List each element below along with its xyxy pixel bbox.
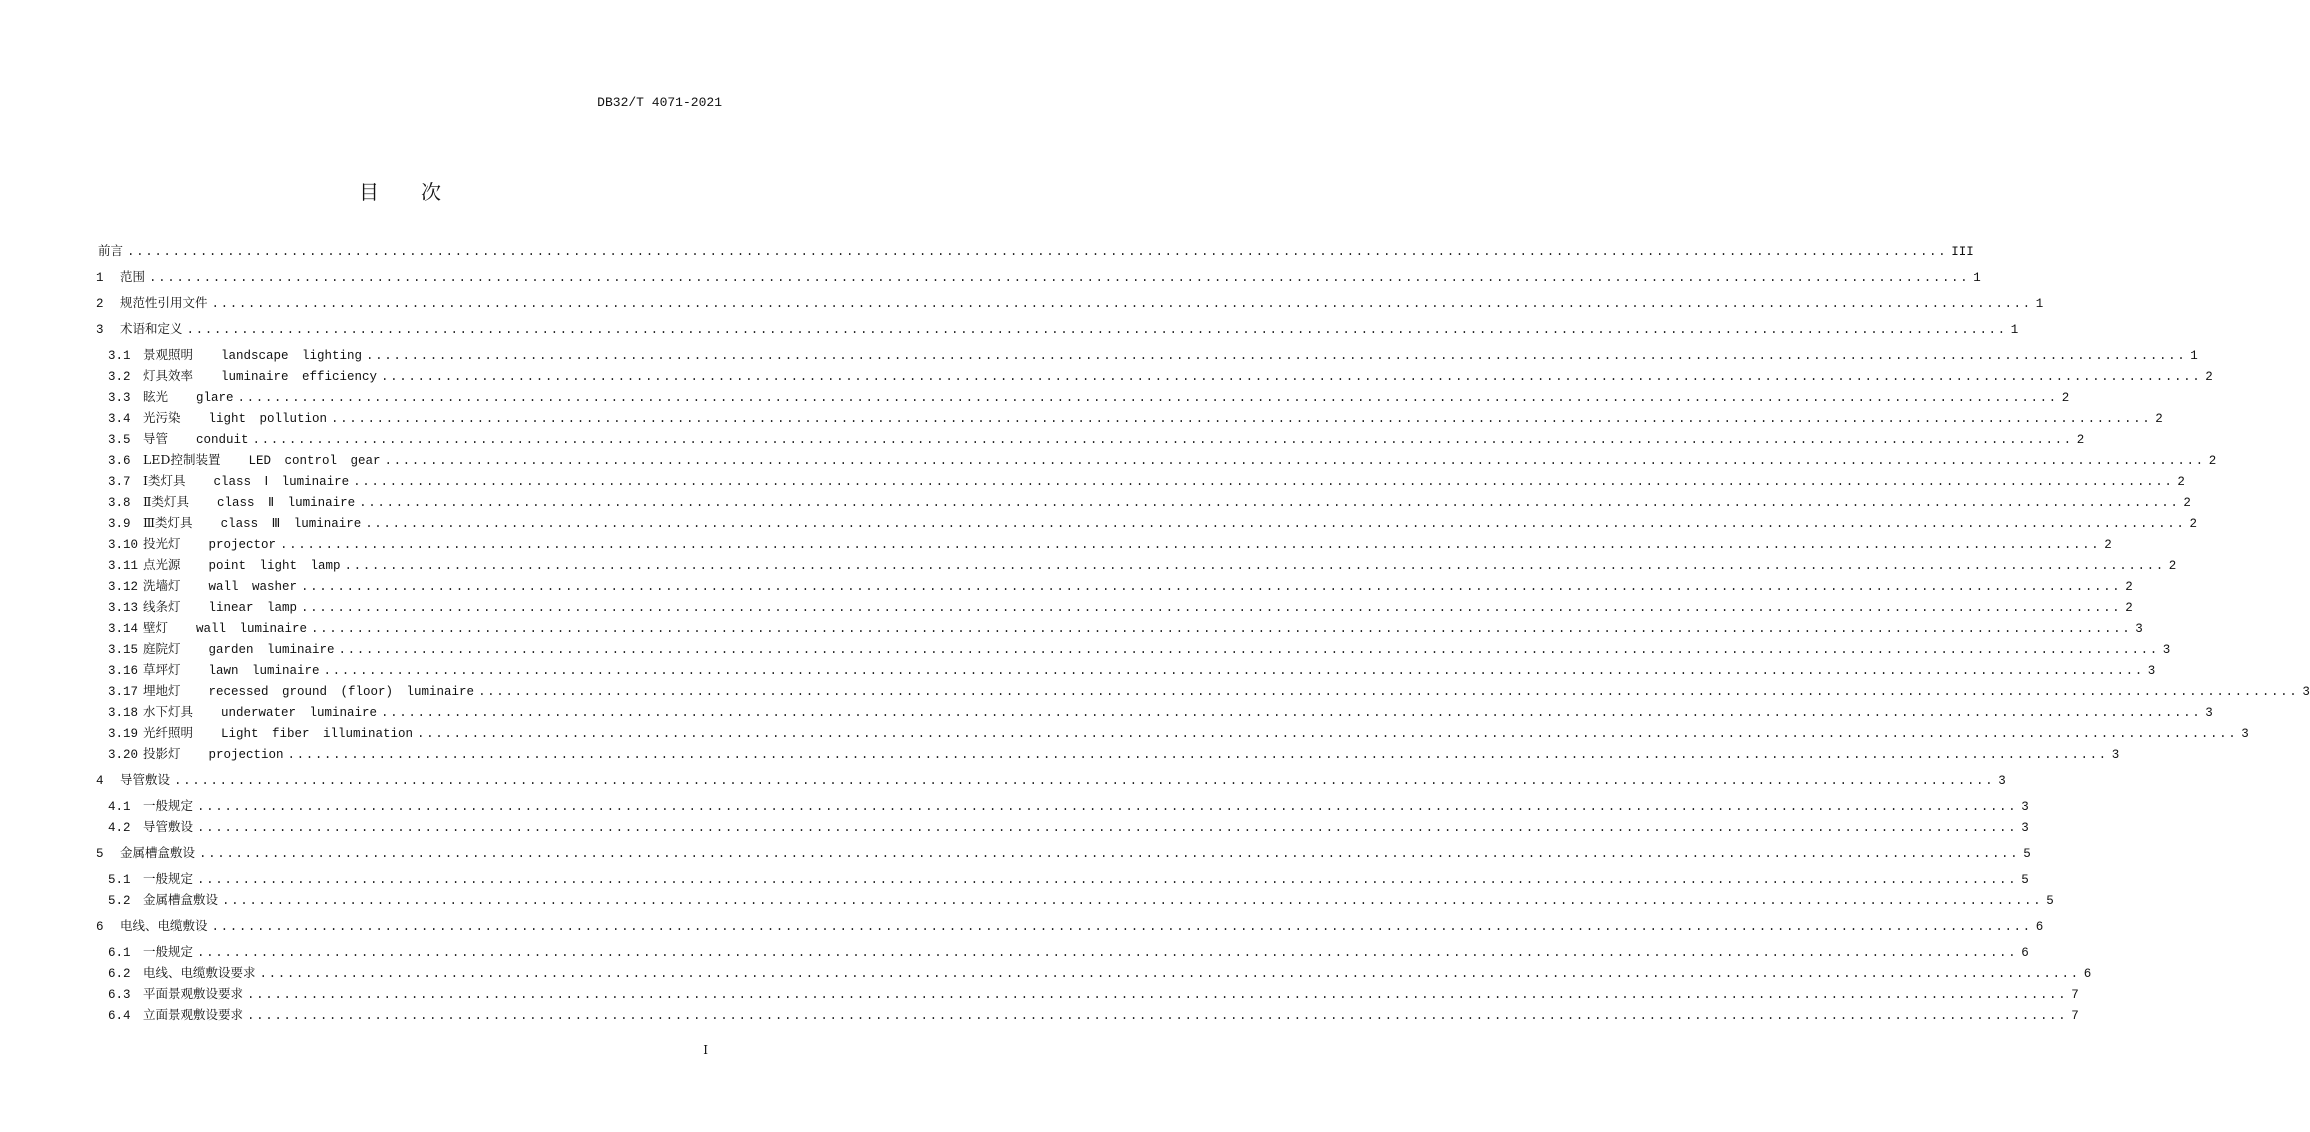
dot-leader: ........................................................................................................................................................................................................ xyxy=(331,412,2152,426)
toc-entry[interactable] xyxy=(108,578,2133,594)
dot-leader: ........................................................................................................................................................................................................ xyxy=(353,475,2174,489)
toc-entry-english-title: class Ⅲ luminaire xyxy=(220,517,362,531)
toc-entry-number: 2 xyxy=(96,297,104,311)
toc-entry-number: 3.8 xyxy=(108,496,131,510)
toc-entry-page: 2 xyxy=(2183,496,2191,510)
toc-entry-page: 2 xyxy=(2168,559,2177,573)
toc-entry[interactable] xyxy=(96,295,2044,311)
toc-entry[interactable] xyxy=(108,410,2163,426)
toc-entry[interactable] xyxy=(108,536,2112,552)
toc-entry[interactable] xyxy=(108,347,2198,363)
toc-entry-page: 7 xyxy=(2071,1009,2079,1023)
toc-entry-title: 平面景观敷设要求 xyxy=(143,986,244,1001)
toc-entry-english-title: linear lamp xyxy=(208,601,298,615)
toc-entry-title: 光纤照明 xyxy=(143,725,194,740)
toc-entry-english-title: lawn luminaire xyxy=(208,664,320,678)
toc-entry-page: 3 xyxy=(2135,622,2143,636)
toc-entry-title: 洗墙灯 xyxy=(143,578,181,593)
toc-entry-page: 5 xyxy=(2023,847,2031,861)
toc-entry-english-title: wall luminaire xyxy=(196,622,308,636)
toc-entry-page: 2 xyxy=(2125,601,2133,615)
toc-entry-number: 3.13 xyxy=(108,601,139,615)
toc-entry-title: 线条灯 xyxy=(143,599,181,614)
toc-entry-title: 一般规定 xyxy=(143,944,194,959)
toc-entry-title: Ⅰ类灯具 xyxy=(143,473,186,488)
dot-leader: ........................................................................................................................................................................................................ xyxy=(417,727,2238,741)
toc-entry-title: 立面景观敷设要求 xyxy=(143,1007,244,1022)
toc-entry-number: 3.3 xyxy=(108,391,131,405)
page-title: 目次 xyxy=(359,180,483,204)
toc-entry-page: 3 xyxy=(2147,664,2156,678)
toc-entry-title: Ⅱ类灯具 xyxy=(143,494,189,509)
toc-entry-number: 5.1 xyxy=(108,873,131,887)
toc-entry-english-title: point light lamp xyxy=(208,559,341,573)
toc-entry-page: 3 xyxy=(2021,800,2029,814)
toc-entry-number: 3.12 xyxy=(108,580,139,594)
toc-entry-number: 3.6 xyxy=(108,454,131,468)
toc-entry-page: 1 xyxy=(2035,297,2044,311)
toc-entry-page: 1 xyxy=(1973,271,1981,285)
toc-entry-number: 1 xyxy=(96,271,104,285)
toc-entry[interactable] xyxy=(108,798,2029,814)
toc-entry-page: 3 xyxy=(2162,643,2171,657)
toc-entry-english-title: underwater luminaire xyxy=(221,706,378,720)
toc-entry[interactable] xyxy=(108,746,2120,762)
dot-leader: ........................................................................................................................................................................................................ xyxy=(237,391,2058,405)
toc-entry[interactable] xyxy=(108,620,2143,636)
toc-entry[interactable] xyxy=(108,704,2213,720)
toc-entry-english-title: projector xyxy=(208,538,277,552)
toc-entry-page: 2 xyxy=(2125,580,2133,594)
toc-entry-number: 3.7 xyxy=(108,475,131,489)
toc-entry-title: 壁灯 xyxy=(143,620,169,635)
toc-entry-number: 5.2 xyxy=(108,894,131,908)
toc-entry-title: 景观照明 xyxy=(143,347,194,362)
toc-entry-number: 6.4 xyxy=(108,1009,131,1023)
toc-entry-title: 范围 xyxy=(120,269,146,284)
toc-entry[interactable] xyxy=(96,321,2019,337)
page-number: I xyxy=(703,1043,708,1057)
toc-entry-page: 2 xyxy=(2189,517,2197,531)
toc-entry-page: 3 xyxy=(2302,685,2310,699)
toc-entry-english-title: garden luminaire xyxy=(208,643,335,657)
toc-entry[interactable] xyxy=(96,772,2006,788)
toc-entry-number: 5 xyxy=(96,847,104,861)
dot-leader: ........................................................................................................................................................................................................ xyxy=(197,873,2018,887)
toc-entry-title: 电线、电缆敷设 xyxy=(120,918,208,933)
toc-entry[interactable] xyxy=(108,819,2029,835)
toc-entry-page: 6 xyxy=(2021,946,2029,960)
toc-entry[interactable] xyxy=(108,944,2029,960)
toc-entry-title: 点光源 xyxy=(143,557,181,572)
dot-leader: ........................................................................................................................................................................................................ xyxy=(222,894,2043,908)
toc-entry-title: 庭院灯 xyxy=(143,641,181,656)
toc-entry-page: 6 xyxy=(2035,920,2044,934)
dot-leader: ........................................................................................................................................................................................................ xyxy=(127,245,1948,259)
toc-entry-number: 6.2 xyxy=(108,967,131,981)
toc-entry-page: 2 xyxy=(2205,370,2213,384)
toc-entry-english-title: wall washer xyxy=(208,580,298,594)
toc-entry[interactable] xyxy=(108,368,2213,384)
toc-entry-number: 3.2 xyxy=(108,370,131,384)
toc-entry-title: 一般规定 xyxy=(143,871,194,886)
toc-entry-english-title: conduit xyxy=(196,433,249,447)
toc-entry-number: 3.16 xyxy=(108,664,139,678)
toc-entry-title: 埋地灯 xyxy=(143,683,181,698)
toc-entry[interactable] xyxy=(96,269,1981,285)
toc-entry-title: 导管 xyxy=(143,431,169,446)
toc-entry-page: 2 xyxy=(2208,454,2217,468)
toc-entry-english-title: recessed ground (floor) luminaire xyxy=(208,685,475,699)
toc-entry-number: 4.1 xyxy=(108,800,131,814)
toc-entry-page: 3 xyxy=(2111,748,2120,762)
toc-entry[interactable] xyxy=(96,918,2044,934)
toc-entry-number: 6.1 xyxy=(108,946,131,960)
toc-entry-title: 投光灯 xyxy=(143,536,181,551)
dot-leader: ........................................................................................................................................................................................................ xyxy=(149,271,1970,285)
toc-entry[interactable] xyxy=(108,965,2092,981)
dot-leader: ........................................................................................................................................................................................................ xyxy=(365,517,2186,531)
toc-entry-page: 2 xyxy=(2177,475,2185,489)
dot-leader: ........................................................................................................................................................................................................ xyxy=(186,323,2007,337)
dot-leader: ........................................................................................................................................................................................................ xyxy=(199,847,2020,861)
toc-entry-english-title: glare xyxy=(196,391,234,405)
toc-entry[interactable] xyxy=(108,725,2249,741)
toc-entry-title: 投影灯 xyxy=(143,746,181,761)
toc-entry-number: 3.19 xyxy=(108,727,139,741)
dot-leader: ........................................................................................................................................................................................................ xyxy=(338,643,2159,657)
toc-entry[interactable] xyxy=(108,641,2171,657)
toc-entry-title: 一般规定 xyxy=(143,798,194,813)
toc-entry-number: 3.18 xyxy=(108,706,139,720)
toc-entry-english-title: light pollution xyxy=(208,412,328,426)
toc-entry-title: 前言 xyxy=(98,243,124,258)
toc-entry-number: 6 xyxy=(96,920,104,934)
toc-entry-page: 2 xyxy=(2061,391,2070,405)
toc-entry[interactable] xyxy=(108,389,2070,405)
toc-entry-number: 3.15 xyxy=(108,643,139,657)
toc-entry-page: 5 xyxy=(2046,894,2054,908)
toc-entry-english-title: luminaire efficiency xyxy=(221,370,378,384)
toc-entry[interactable] xyxy=(96,845,2031,861)
toc-entry-number: 3.4 xyxy=(108,412,131,426)
dot-leader: ........................................................................................................................................................................................................ xyxy=(197,800,2018,814)
dot-leader: ........................................................................................................................................................................................................ xyxy=(311,622,2132,636)
dot-leader: ........................................................................................................................................................................................................ xyxy=(280,538,2101,552)
toc-entry-title: 电线、电缆敷设要求 xyxy=(143,965,256,980)
toc-entry[interactable] xyxy=(108,1007,2079,1023)
dot-leader: ........................................................................................................................................................................................................ xyxy=(197,946,2018,960)
dot-leader: ........................................................................................................................................................................................................ xyxy=(211,920,2032,934)
dot-leader: ........................................................................................................................................................................................................ xyxy=(381,706,2202,720)
dot-leader: ........................................................................................................................................................................................................ xyxy=(478,685,2299,699)
toc-entry-page: 7 xyxy=(2071,988,2079,1002)
toc-entry-number: 3.9 xyxy=(108,517,131,531)
toc-entry[interactable] xyxy=(108,452,2217,468)
toc-entry[interactable] xyxy=(108,683,2310,699)
toc-entry[interactable] xyxy=(108,473,2185,489)
toc-entry-title: 眩光 xyxy=(143,389,169,404)
toc-entry-page: 3 xyxy=(2241,727,2249,741)
toc-entry-title: 金属槽盒敷设 xyxy=(120,845,196,860)
dot-leader: ........................................................................................................................................................................................................ xyxy=(366,349,2187,363)
dot-leader: ........................................................................................................................................................................................................ xyxy=(301,580,2122,594)
toc-entry-title: Ⅲ类灯具 xyxy=(143,515,193,530)
toc-entry-number: 3.5 xyxy=(108,433,131,447)
dot-leader: ........................................................................................................................................................................................................ xyxy=(287,748,2108,762)
dot-leader: ........................................................................................................................................................................................................ xyxy=(259,967,2080,981)
toc-entry-english-title: class Ⅰ luminaire xyxy=(213,475,350,489)
toc-entry-number: 3 xyxy=(96,323,104,337)
toc-entry-title: 草坪灯 xyxy=(143,662,181,677)
dot-leader: ........................................................................................................................................................................................................ xyxy=(247,1009,2068,1023)
toc-entry-title: 导管敷设 xyxy=(120,772,171,787)
toc-entry[interactable] xyxy=(108,662,2156,678)
dot-leader: ........................................................................................................................................................................................................ xyxy=(359,496,2180,510)
dot-leader: ........................................................................................................................................................................................................ xyxy=(197,821,2018,835)
dot-leader: ........................................................................................................................................................................................................ xyxy=(344,559,2165,573)
toc-entry-english-title: projection xyxy=(208,748,284,762)
dot-leader: ........................................................................................................................................................................................................ xyxy=(323,664,2144,678)
toc-entry-number: 4.2 xyxy=(108,821,131,835)
toc-entry-english-title: LED control gear xyxy=(248,454,381,468)
toc-entry[interactable] xyxy=(108,892,2054,908)
toc-entry-page: 2 xyxy=(2076,433,2085,447)
toc-entry-page: 3 xyxy=(2021,821,2029,835)
toc-entry-number: 3.10 xyxy=(108,538,139,552)
toc-entry[interactable] xyxy=(108,599,2133,615)
dot-leader: ........................................................................................................................................................................................................ xyxy=(174,774,1995,788)
toc-entry[interactable] xyxy=(108,431,2085,447)
toc-entry-number: 3.17 xyxy=(108,685,139,699)
toc-entry-english-title: class Ⅱ luminaire xyxy=(217,496,356,510)
toc-entry-number: 4 xyxy=(96,774,104,788)
toc-entry-title: 光污染 xyxy=(143,410,181,425)
toc-entry-title: 术语和定义 xyxy=(120,321,183,336)
toc-entry-page: 1 xyxy=(2010,323,2019,337)
toc-entry-page: 2 xyxy=(2155,412,2163,426)
toc-entry-page: 2 xyxy=(2104,538,2112,552)
toc-entry-page: 1 xyxy=(2190,349,2198,363)
dot-leader: ........................................................................................................................................................................................................ xyxy=(381,370,2202,384)
toc-entry[interactable] xyxy=(108,494,2191,510)
toc-entry-number: 3.11 xyxy=(108,559,139,573)
toc-entry-page: 6 xyxy=(2083,967,2092,981)
toc-entry-number: 3.14 xyxy=(108,622,139,636)
toc-entry-title: 灯具效率 xyxy=(143,368,194,383)
toc-entry[interactable] xyxy=(96,243,1974,259)
toc-entry-number: 3.20 xyxy=(108,748,139,762)
toc-entry-number: 6.3 xyxy=(108,988,131,1002)
toc-entry-page: 5 xyxy=(2021,873,2029,887)
dot-leader: ........................................................................................................................................................................................................ xyxy=(252,433,2073,447)
toc-entry[interactable] xyxy=(108,986,2079,1002)
toc-entry-number: 3.1 xyxy=(108,349,131,363)
toc-entry-page: 3 xyxy=(1998,774,2006,788)
toc-entry-english-title: landscape lighting xyxy=(221,349,363,363)
toc-entry-title: 规范性引用文件 xyxy=(120,295,208,310)
dot-leader: ........................................................................................................................................................................................................ xyxy=(247,988,2068,1002)
dot-leader: ........................................................................................................................................................................................................ xyxy=(211,297,2032,311)
document-code: DB32/T 4071-2021 xyxy=(597,95,722,110)
dot-leader: ........................................................................................................................................................................................................ xyxy=(301,601,2122,615)
toc-entry-title: 金属槽盒敷设 xyxy=(143,892,219,907)
toc-entry-english-title: Light fiber illumination xyxy=(221,727,414,741)
dot-leader: ........................................................................................................................................................................................................ xyxy=(384,454,2205,468)
toc-entry-title: 水下灯具 xyxy=(143,704,194,719)
toc-entry[interactable] xyxy=(108,515,2197,531)
toc-entry[interactable] xyxy=(108,871,2029,887)
toc-entry[interactable] xyxy=(108,557,2177,573)
toc-entry-page: III xyxy=(1951,245,1974,259)
toc-entry-title: LED控制装置 xyxy=(143,452,221,467)
toc-entry-title: 导管敷设 xyxy=(143,819,194,834)
toc-entry-page: 3 xyxy=(2205,706,2213,720)
